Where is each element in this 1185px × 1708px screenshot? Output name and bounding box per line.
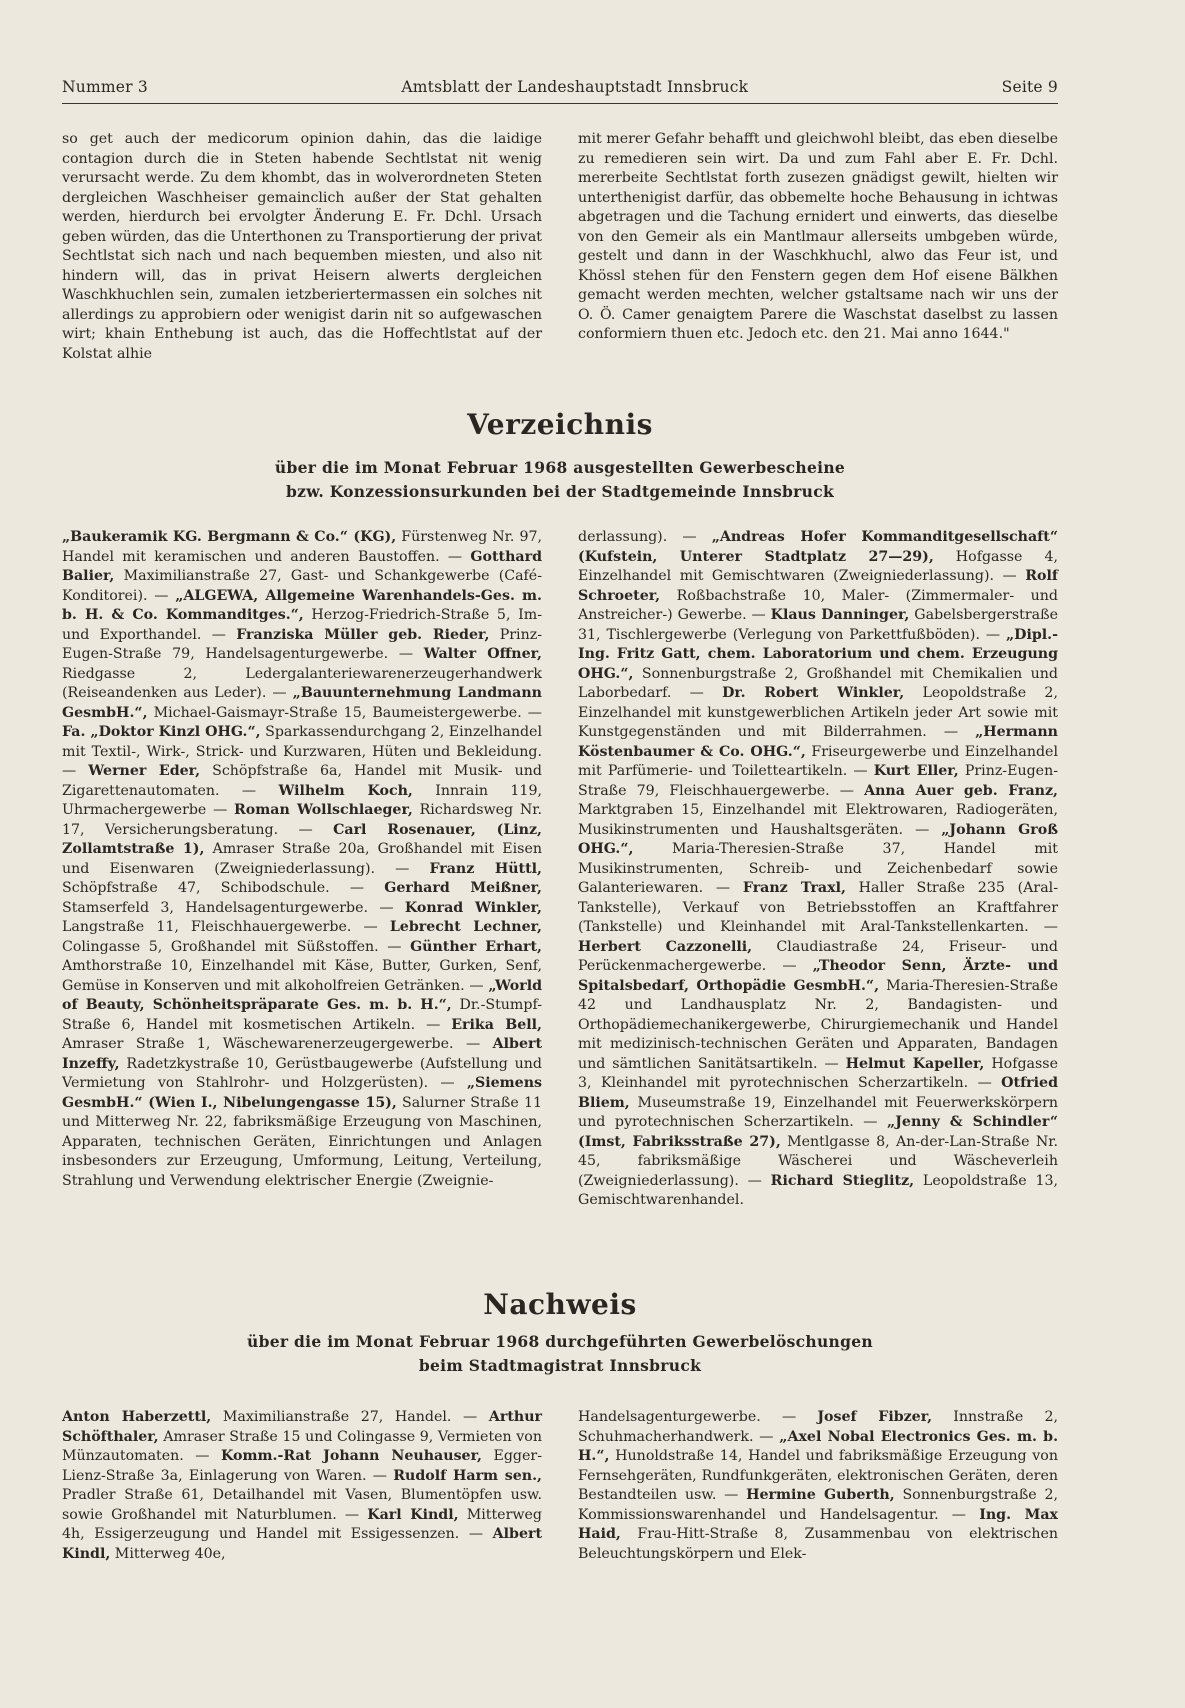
entry-text: Haller Straße 235 (Aral-Tankstelle), Verkauf von Betriebsstoffen an Kraftfahrer (Tankstelle) und Kleinhandel mit Aral-Tankstellenkarten. — — [578, 880, 1058, 935]
licensee-name: „World of Beauty, Schönheitspräparate Ges. m. b. H.“, — [62, 977, 542, 1013]
entry-text: Mentlgasse 8, An-der-Lan-Straße Nr. 45, fabriksmäßige Wäscherei und Wäscheverleih (Zweigniederlassung). — — [578, 1133, 1058, 1189]
entry-text: Dr.-Stumpf-Straße 6, Handel mit kosmetischen Artikeln. — — [62, 997, 542, 1033]
verzeichnis-left — [62, 528, 542, 1211]
nachweis-subtitle-1: über die im Monat Februar 1968 durchgeführten Gewerbelöschungen — [247, 1332, 873, 1351]
entry-text: Egger-Lienz-Straße 3a, Einlagerung von Waren. — — [62, 1448, 542, 1484]
entry-text: Prinz-Eugen-Straße 79, Fleischhauergewerbe. — — [578, 763, 1058, 799]
entry-text: Hunoldstraße 14, Handel und fabriksmäßige Erzeugung von Fernsehgeräten, Rundfunkgeräten, elektronischen Geräten, deren Bestandteilen usw. — — [578, 1448, 1058, 1503]
entry-text: Schöpfstraße 47, Schibodschule. — — [62, 880, 385, 896]
licensee-name: „Hermann Köstenbaumer & Co. OHG.“, — [578, 724, 1058, 760]
licensee-name: Karl Kindl, — [367, 1506, 459, 1523]
licensee-name: „Jenny & Schindler“ (Imst, Fabriksstraße 27), — [578, 1114, 1058, 1150]
licensee-name: Anna Auer geb. Franz, — [864, 782, 1058, 799]
licensee-name: „Axel Nobal Electronics Ges. m. b. H.“, — [578, 1428, 1059, 1464]
verzeichnis-columns — [62, 528, 1058, 1211]
entry-text: Museumstraße 19, Einzelhandel mit Feuerwerkskörpern und pyrotechnischen Scherzartikeln. — — [578, 1094, 1058, 1130]
verzeichnis-subtitle-1: über die im Monat Februar 1968 ausgestellten Gewerbescheine — [274, 458, 846, 477]
issue-number: Nummer 3 — [62, 78, 148, 96]
licensee-name: „Baukeramik KG. Bergmann & Co.“ (KG), — [62, 529, 397, 545]
licensee-name: Franz Hüttl, — [429, 860, 542, 877]
page-number: Seite 9 — [1001, 78, 1058, 96]
licensee-name: Walter Offner, — [423, 646, 542, 662]
licensee-name: Otfried Bliem, — [578, 1075, 1058, 1111]
licensee-name: Gerhard Meißner, — [384, 880, 542, 896]
licensee-name: Hermine Guberth, — [746, 1487, 895, 1503]
entry-text: Colingasse 5, Großhandel mit Süßstoffen. — — [62, 938, 411, 955]
licensee-name: Komm.-Rat Johann Neuhauser, — [221, 1448, 482, 1464]
entry-text: Schöpfstraße 6a, Handel mit Musik- und Zigarettenautomaten. — — [62, 763, 542, 799]
entry-text: Riedgasse 2, Ledergalanteriewarenerzeugerhandwerk (Reiseandenken aus Leder). — — [62, 665, 542, 701]
entry-text: Pradler Straße 61, Detailhandel mit Vasen, Blumentöpfen usw. sowie Großhandel mit Naturblumen. — — [62, 1487, 542, 1523]
licensee-name: „Andreas Hofer Kommanditgesellschaft“ (Kufstein, Unterer Stadtplatz 27—29), — [578, 529, 1058, 565]
entry-text: Friseurgewerbe und Einzelhandel mit Parfümerie- und Toiletteartikeln. — — [578, 743, 1058, 779]
entry-text: Maria-Theresien-Straße 37, Handel mit Musikinstrumenten, Schreib- und Zeichenbedarf sowie Galanteriewaren. — — [578, 841, 1058, 896]
entry-text: Herzog-Friedrich-Straße 5, Im- und Exporthandel. — — [62, 607, 542, 643]
licensee-name: Richard Stieglitz, — [770, 1172, 915, 1189]
licensee-name: Ing. Max Haid, — [578, 1506, 1059, 1542]
entry-text: Hofgasse 3, Kleinhandel mit pyrotechnischen Scherzartikeln. — — [578, 1055, 1058, 1091]
licensee-name: Günther Erhart, — [410, 938, 542, 955]
licensee-name: Anton Haberzettl, — [62, 1409, 212, 1425]
entry-text: Innstraße 2, Schuhmacherhandwerk. — — [578, 1409, 1058, 1445]
entry-text: Mitterweg 4h, Essigerzeugung und Handel mit Essigessenzen. — — [62, 1506, 542, 1542]
entry-text: Innrain 119, Uhrmachergewerbe — — [62, 782, 542, 818]
historic-text-right: mit merer Gefahr behafft und gleichwohl bleibt, das eben dieselbe zu remedieren sein wirt. Da und zum Fahl aber E. Fr. Dchl. mererbeite Sechtlstat forth zusezen gnädigst gewilt, hielten wir unterthenigist darfür, das obbemelte hoche Behausung in ichtwas abgetragen und die Tachung ernidert und einwerts, das dieselbe von den Gemeir als ein Mantlmaur allerseits umbgeben würde, gestelt und dann in der Waschkhuchl, alwo das Feur ist, und Khössl stehen für den Fenstern gegen dem Hof eisene Bälkhen gemacht werden mechten, welcher gstaltsame nach wir uns der O. Ö. Camer genaigtem Parere die Waschstat daselbst zu lassen conformiern thuen etc. Jedoch etc. den 21. Mai anno 1644." — [578, 131, 1058, 342]
licensee-name: Arthur Schöfthaler, — [62, 1409, 543, 1445]
licensee-name: Franz Traxl, — [742, 880, 846, 896]
entry-text: Frau-Hitt-Straße 8, Zusammenbau von elektrischen Beleuchtungskörpern und Elek- — [578, 1526, 1058, 1562]
licensee-name: Roman Wollschlaeger, — [234, 802, 413, 818]
entry-text: Leopoldstraße 2, Einzelhandel mit kunstgewerblichen Artikeln jeder Art sowie mit Kunstgegenständen und mit Bilderrahmen. — — [578, 685, 1058, 740]
nachweis-left — [62, 1408, 542, 1564]
entry-text: Gabelsbergerstraße 31, Tischlergewerbe (Verlegung von Parkettfußböden). — — [578, 607, 1058, 643]
entry-text: derlassung). — — [578, 529, 712, 545]
verzeichnis-title: Verzeichnis — [467, 408, 653, 441]
entry-text: Michael-Gaismayr-Straße 15, Baumeistergewerbe. — — [147, 704, 542, 721]
header-rule — [62, 103, 1058, 104]
entry-text: Sonnenburgstraße 2, Kommissionswarenhandel und Handelsagentur. — — [578, 1487, 1059, 1523]
licensee-name: Albert Inzeffy, — [62, 1036, 542, 1072]
licensee-name: „Bauunternehmung Landmann GesmbH.“, — [62, 685, 542, 721]
licensee-name: Fa. „Doktor Kinzl OHG.“, — [62, 724, 261, 740]
licensee-name: Carl Rosenauer, (Linz, Zollamtstraße 1), — [62, 821, 542, 857]
nachweis-right — [578, 1408, 1058, 1564]
entry-text: Handelsagenturgewerbe. — — [578, 1409, 818, 1425]
licensee-name: „ALGEWA, Allgemeine Warenhandels-Ges. m. b. H. & Co. Kommanditges.“, — [62, 587, 542, 623]
nachweis-columns — [62, 1408, 1058, 1564]
licensee-name: Konrad Winkler, — [404, 899, 542, 916]
licensee-name: Albert Kindl, — [62, 1526, 542, 1562]
entry-text: Salurner Straße 11 und Mitterweg Nr. 22, fabriksmäßige Erzeugung von Maschinen, Apparaten, technischen Geräten, Einrichtungen und Anlagen insbesonders zur Erzeugung, Umformung, Leitung, Verteilung, Strahlung und Verwendung elektrischer Energie (Zweignie- — [62, 1094, 542, 1189]
historic-text-columns — [62, 130, 1058, 364]
licensee-name: Gotthard Balier, — [62, 548, 542, 584]
licensee-name: Werner Eder, — [88, 763, 201, 779]
licensee-name: Rudolf Harm sen., — [393, 1467, 542, 1484]
entry-text: Amthorstraße 10, Einzelhandel mit Käse, Butter, Gurken, Senf, Gemüse in Konserven und mit alkoholfreien Getränken. — — [62, 958, 542, 994]
licensee-name: „Siemens GesmbH.“ (Wien I., Nibelungengasse 15), — [62, 1075, 542, 1111]
entry-text: Maximilianstraße 27, Gast- und Schankgewerbe (Café-Konditorei). — — [62, 568, 542, 604]
entry-text: Mitterweg 40e, — [110, 1545, 226, 1562]
entry-text: Amraser Straße 1, Wäschewarenerzeugergewerbe. — — [62, 1036, 493, 1052]
licensee-name: „Theodor Senn, Ärzte- und Spitalsbedarf, Orthopädie GesmbH.“, — [578, 958, 1058, 994]
licensee-name: Dr. Robert Winkler, — [722, 685, 905, 701]
licensee-name: Erika Bell, — [451, 1016, 542, 1033]
entry-text: Amraser Straße 15 und Colingasse 9, Vermieten von Münzautomaten. — — [62, 1428, 542, 1464]
nachweis-title: Nachweis — [483, 1288, 637, 1321]
entry-text: Stamserfeld 3, Handelsagenturgewerbe. — — [62, 899, 405, 916]
entry-text: Sparkassendurchgang 2, Einzelhandel mit Textil-, Wirk-, Strick- und Kurzwaren, Hüten und Bekleidung. — — [62, 724, 542, 779]
licensee-name: Rolf Schroeter, — [578, 568, 1058, 604]
licensee-name: Lebrecht Lechner, — [389, 919, 542, 935]
licensee-name: Klaus Danninger, — [770, 607, 910, 623]
licensee-name: „Dipl.-Ing. Fritz Gatt, chem. Laboratorium und chem. Erzeugung OHG.“, — [578, 626, 1058, 682]
nachweis-subtitle-2: beim Stadtmagistrat Innsbruck — [418, 1356, 702, 1375]
historic-text-left: so get auch der medicorum opinion dahin, das die laidige contagion durch die in Steten habende Sechtlstat nit wenig verursacht werde. Zu dem khombt, das in wolverordneten Steten dergleichen Waschheiser gemainclich außer der Stat gehalten werden, hierdurch bei ervolgter Änderung E. Fr. Dchl. Ursach geben würden, das die Unterthonen zu Transportierung der privat Sechtlstat sich nach und nach bequemben miesten, und also nit hindern will, das in privat Heisern alwerts dergleichen Waschkhuchlen sein, zumalen ietzberiertermassen ein solches nit allerdings zu approbiern oder wenigist darin nit so aufgewaschen wirt; khain Enthebung ist auch, das die Hoffechtlstat auf der Kolstat alhie — [62, 131, 542, 362]
verzeichnis-subtitle-2: bzw. Konzessionsurkunden bei der Stadtgemeinde Innsbruck — [286, 482, 834, 501]
entry-text: Leopoldstraße 13, Gemischtwarenhandel. — [578, 1172, 1059, 1208]
entry-text: Prinz-Eugen-Straße 79, Handelsagenturgewerbe. — — [62, 626, 542, 662]
licensee-name: Helmut Kapeller, — [845, 1055, 985, 1072]
entry-text: Hofgasse 4, Einzelhandel mit Gemischtwaren (Zweigniederlassung). — — [578, 548, 1058, 584]
entry-text: Richardsweg Nr. 17, Versicherungsberatung. — — [62, 802, 542, 838]
entry-text: Marktgraben 15, Einzelhandel mit Elektrowaren, Radiogeräten, Musikinstrumenten und Haushaltsgeräten. — — [578, 802, 1058, 838]
entry-text: Sonnenburgstraße 2, Großhandel mit Chemikalien und Laborbedarf. — — [578, 665, 1058, 701]
entry-text: Fürstenweg Nr. 97, Handel mit keramischen und anderen Baustoffen. — — [62, 529, 543, 565]
entry-text: Langstraße 11, Fleischhauergewerbe. — — [62, 919, 390, 935]
entry-text: Maximilianstraße 27, Handel. — — [211, 1409, 489, 1425]
verzeichnis-right — [578, 528, 1058, 1211]
licensee-name: „Johann Groß OHG.“, — [578, 821, 1059, 857]
licensee-name: Wilhelm Koch, — [278, 782, 413, 799]
page-header — [62, 78, 1058, 96]
entry-text: Roßbachstraße 10, Maler- (Zimmermaler- und Anstreicher-) Gewerbe. — — [578, 587, 1058, 623]
publication-title: Amtsblatt der Landeshauptstadt Innsbruck — [401, 78, 749, 96]
entry-text: Radetzkystraße 10, Gerüstbaugewerbe (Aufstellung und Vermietung von Stahlrohr- und Holzgerüsten). — — [62, 1055, 542, 1091]
licensee-name: Josef Fibzer, — [817, 1409, 933, 1425]
licensee-name: Herbert Cazzonelli, — [578, 938, 753, 955]
licensee-name: Franziska Müller geb. Rieder, — [236, 626, 490, 643]
entry-text: Claudiastraße 24, Friseur- und Perückenmachergewerbe. — — [578, 938, 1058, 974]
licensee-name: Kurt Eller, — [873, 763, 959, 779]
entry-text: Maria-Theresien-Straße 42 und Landhausplatz Nr. 2, Bandagisten- und Orthopädiemechanikergewerbe, Chirurgiemechanik und Handel mit medizinisch-technischen Geräten und Apparaten, Bandagen und sämtlichen Sanitätsartikeln. — — [578, 977, 1058, 1072]
entry-text: Amraser Straße 20a, Großhandel mit Eisen und Eisenwaren (Zweigniederlassung). — — [62, 841, 542, 877]
